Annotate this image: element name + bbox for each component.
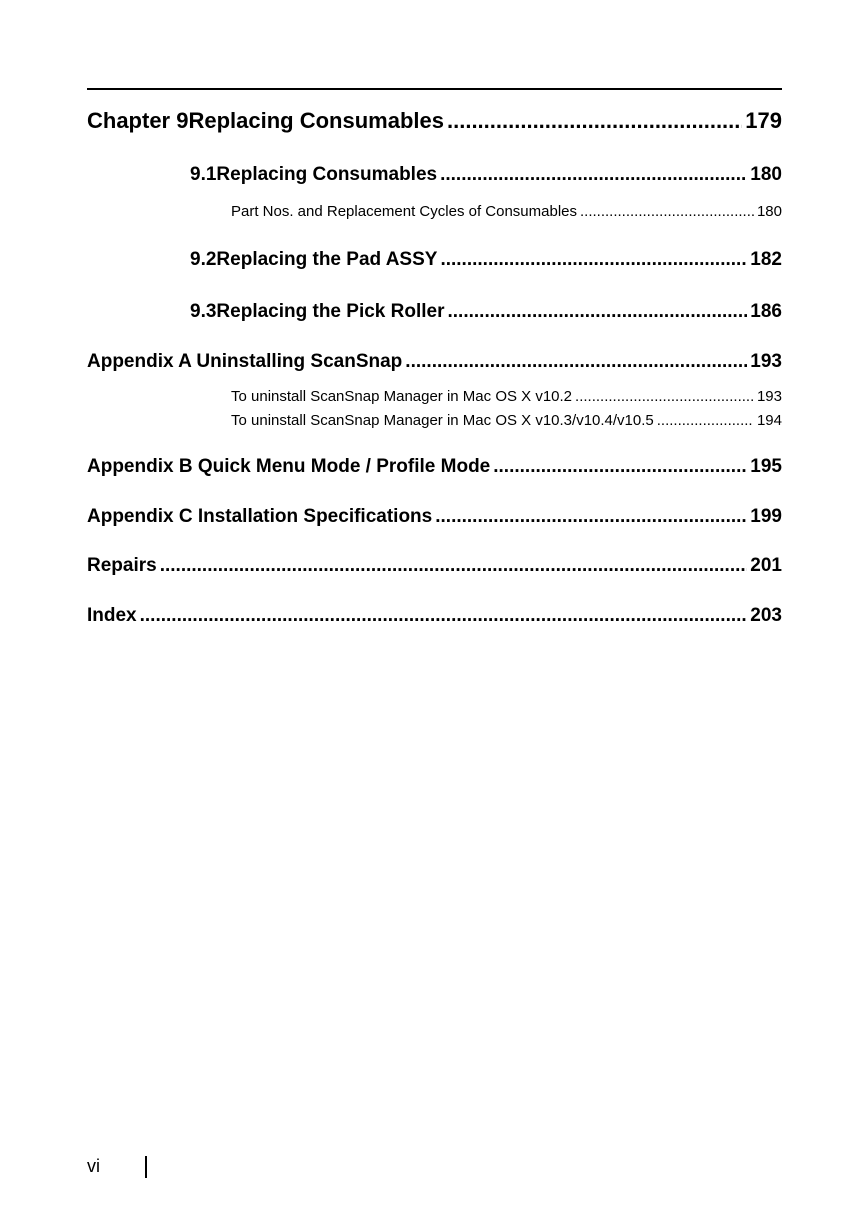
appendix-title: Appendix B Quick Menu Mode / Profile Mode bbox=[87, 456, 491, 477]
top-rule bbox=[87, 88, 782, 90]
section-title: Replacing Consumables bbox=[216, 164, 438, 185]
index-page: 203 bbox=[750, 605, 782, 626]
section-title: Replacing the Pick Roller bbox=[216, 301, 445, 322]
dot-leader bbox=[160, 555, 748, 577]
sub-title: To uninstall ScanSnap Manager in Mac OS X v10.2 bbox=[231, 388, 573, 405]
section-number: 9.2 bbox=[190, 249, 217, 270]
section-number: 9.3 bbox=[190, 301, 217, 322]
section-page: 180 bbox=[750, 164, 782, 185]
dot-leader bbox=[493, 456, 747, 478]
toc-appendix-a[interactable] bbox=[87, 351, 782, 373]
appendix-page: 195 bbox=[750, 456, 782, 477]
dot-leader bbox=[440, 164, 747, 186]
chapter-title: Replacing Consumables bbox=[188, 108, 444, 133]
footer-divider bbox=[145, 1156, 147, 1178]
sub-page: 194 bbox=[756, 412, 782, 429]
dot-leader bbox=[575, 388, 754, 405]
dot-leader bbox=[580, 203, 754, 220]
toc-section-9-1[interactable] bbox=[190, 164, 782, 186]
sub-title: Part Nos. and Replacement Cycles of Consumables bbox=[231, 203, 577, 220]
index-title: Index bbox=[87, 605, 137, 626]
appendix-page: 193 bbox=[750, 351, 782, 372]
sub-page: 180 bbox=[756, 203, 782, 220]
appendix-page: 199 bbox=[750, 506, 782, 527]
toc-index[interactable] bbox=[87, 605, 782, 627]
toc-section-9-2[interactable] bbox=[190, 249, 782, 271]
toc-chapter-9[interactable] bbox=[87, 108, 782, 134]
toc-sub-part-nos[interactable] bbox=[231, 203, 782, 220]
section-page: 186 bbox=[750, 301, 782, 322]
dot-leader bbox=[140, 605, 748, 627]
dot-leader bbox=[405, 351, 747, 373]
sub-title: To uninstall ScanSnap Manager in Mac OS X v10.3/v10.4/v10.5 bbox=[231, 412, 654, 429]
repairs-page: 201 bbox=[750, 555, 782, 576]
footer-page-number: vi bbox=[87, 1156, 100, 1176]
toc-sub-uninstall-v10-2[interactable] bbox=[231, 388, 782, 405]
chapter-page: 179 bbox=[745, 108, 782, 133]
section-page: 182 bbox=[750, 249, 782, 270]
chapter-number: Chapter 9 bbox=[87, 108, 189, 133]
dot-leader bbox=[447, 108, 742, 134]
sub-page: 193 bbox=[756, 388, 782, 405]
dot-leader bbox=[440, 249, 747, 271]
section-title: Replacing the Pad ASSY bbox=[216, 249, 438, 270]
toc-appendix-c[interactable] bbox=[87, 506, 782, 528]
section-number: 9.1 bbox=[190, 164, 217, 185]
toc-section-9-3[interactable] bbox=[190, 301, 782, 323]
repairs-title: Repairs bbox=[87, 555, 157, 576]
dot-leader bbox=[448, 301, 748, 323]
appendix-title: Appendix A Uninstalling ScanSnap bbox=[87, 351, 403, 372]
toc-repairs[interactable] bbox=[87, 555, 782, 577]
toc-sub-uninstall-v10-3[interactable] bbox=[231, 412, 782, 429]
appendix-title: Appendix C Installation Specifications bbox=[87, 506, 433, 527]
dot-leader bbox=[435, 506, 747, 528]
toc-appendix-b[interactable] bbox=[87, 456, 782, 478]
dot-leader bbox=[657, 412, 754, 429]
